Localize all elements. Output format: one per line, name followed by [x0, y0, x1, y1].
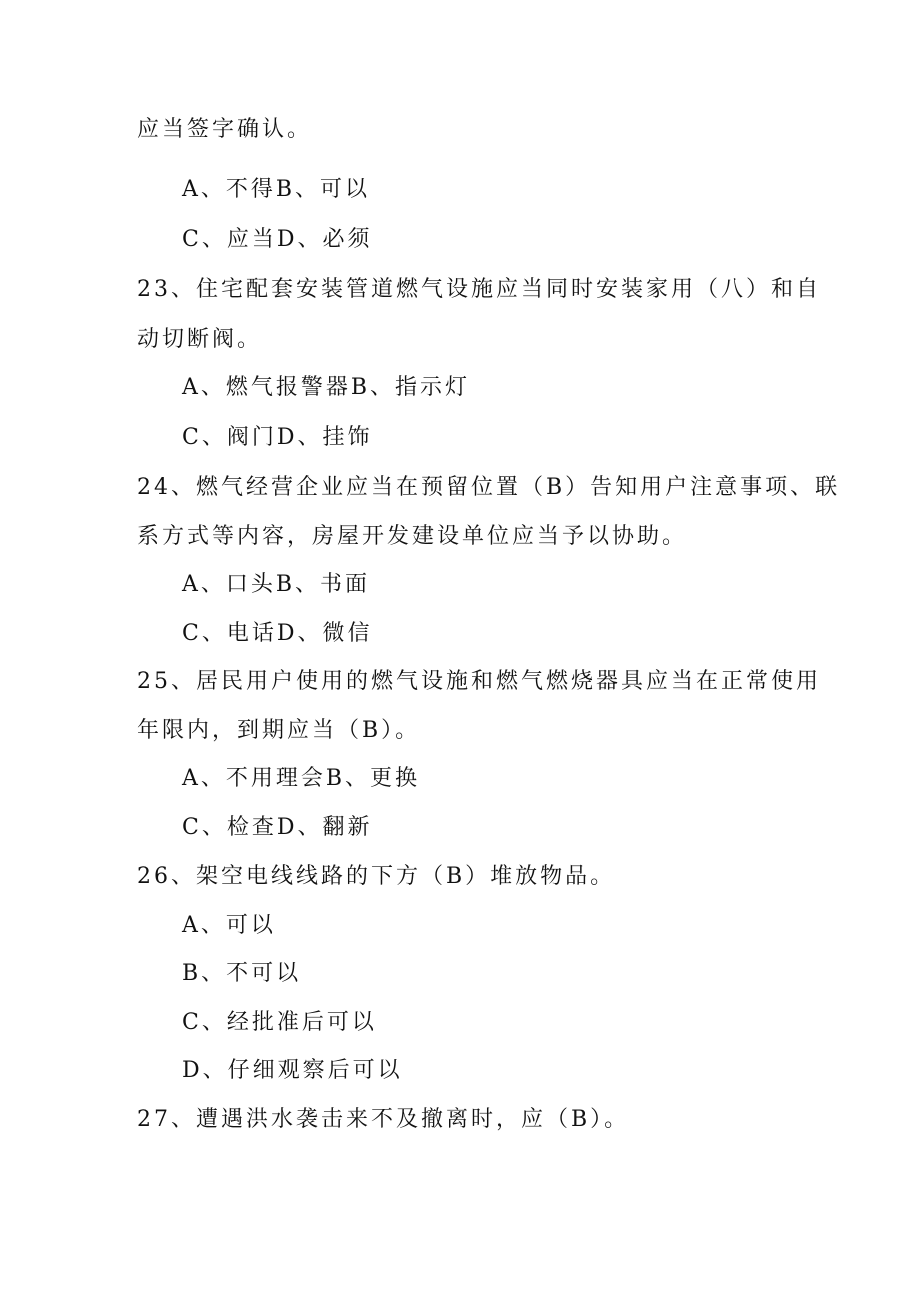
question-24: 24、燃气经营企业应当在预留位置（B）告知用户注意事项、联	[137, 475, 841, 500]
question-23: 23、住宅配套安装管道燃气设施应当同时安装家用（八）和自	[137, 277, 821, 302]
option-line: C、经批准后可以	[182, 1010, 377, 1035]
option-line: C、电话D、微信	[182, 621, 373, 646]
option-line: D、仔细观察后可以	[182, 1058, 403, 1083]
option-line: C、阀门D、挂饰	[182, 425, 373, 450]
option-line: A、可以	[182, 913, 276, 938]
question-continuation: 系方式等内容，房屋开发建设单位应当予以协助。	[137, 524, 688, 549]
question-26: 26、架空电线线路的下方（B）堆放物品。	[137, 864, 616, 889]
question-continuation: 应当签字确认。	[137, 117, 313, 142]
option-line: B、不可以	[182, 961, 302, 986]
option-line: A、不用理会B、更换	[182, 766, 421, 791]
option-line: A、口头B、书面	[182, 572, 371, 597]
question-continuation: 动切断阀。	[137, 327, 263, 352]
option-line: C、检查D、翻新	[182, 815, 373, 840]
question-27: 27、遭遇洪水袭击来不及撤离时，应（B）。	[137, 1107, 630, 1132]
question-25: 25、居民用户使用的燃气设施和燃气燃烧器具应当在正常使用	[137, 669, 821, 694]
question-continuation: 年限内，到期应当（B）。	[137, 718, 421, 743]
option-line: C、应当D、必须	[182, 227, 373, 252]
option-line: A、燃气报警器B、指示灯	[182, 375, 471, 400]
option-line: A、不得B、可以	[182, 177, 371, 202]
